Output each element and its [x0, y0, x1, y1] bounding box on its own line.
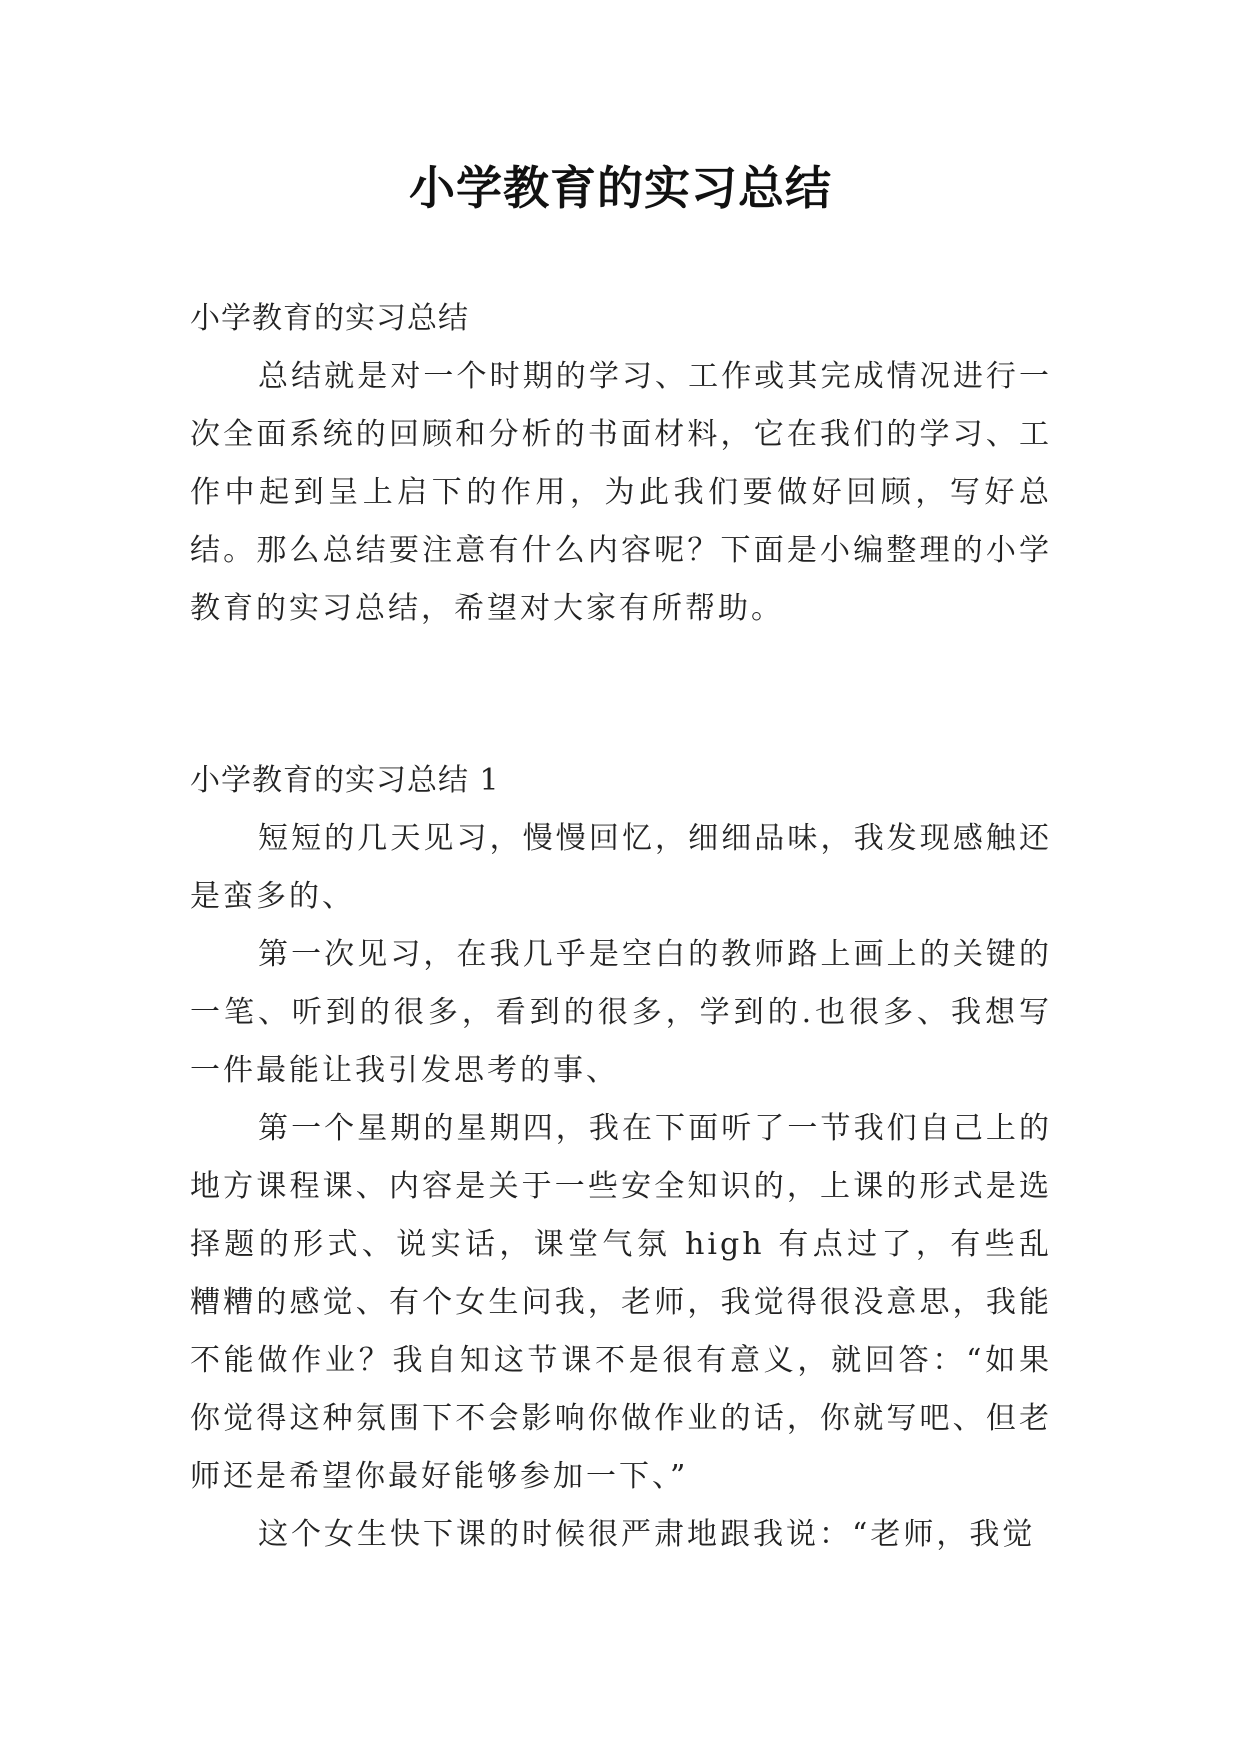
- intro-section: [190, 290, 1052, 638]
- section-1-paragraph: 第一个星期的星期四，我在下面听了一节我们自己上的地方课程课、内容是关于一些安全知识的，上课的形式是选择题的形式、说实话，课堂气氛 high 有点过了，有些乱糟糟的感觉、有个女生问我，老师，我觉得很没意思，我能不能做作业？我自知这节课不是很有意义，就回答：“如果你觉得这种氛围下不会影响你做作业的话，你就写吧、但老师还是希望你最好能够参加一下、”: [190, 1111, 1052, 1494]
- section-1-paragraph: 这个女生快下课的时候很严肃地跟我说：“老师，我觉: [258, 1517, 1036, 1552]
- intro-heading: 小学教育的实习总结: [190, 301, 469, 336]
- section-1-paragraph: 第一次见习，在我几乎是空白的教师路上画上的关键的一笔、听到的很多，看到的很多，学到的.也很多、我想写一件最能让我引发思考的事、: [190, 937, 1052, 1088]
- section-1-heading: 小学教育的实习总结 1: [190, 763, 500, 798]
- section-1: [190, 752, 1052, 1564]
- intro-paragraph: 总结就是对一个时期的学习、工作或其完成情况进行一次全面系统的回顾和分析的书面材料，它在我们的学习、工作中起到呈上启下的作用，为此我们要做好回顾，写好总结。那么总结要注意有什么内容呢？下面是小编整理的小学教育的实习总结，希望对大家有所帮助。: [190, 359, 1052, 626]
- document-title: 小学教育的实习总结: [409, 161, 832, 215]
- section-1-paragraph: 短短的几天见习，慢慢回忆，细细品味，我发现感触还是蛮多的、: [190, 821, 1052, 914]
